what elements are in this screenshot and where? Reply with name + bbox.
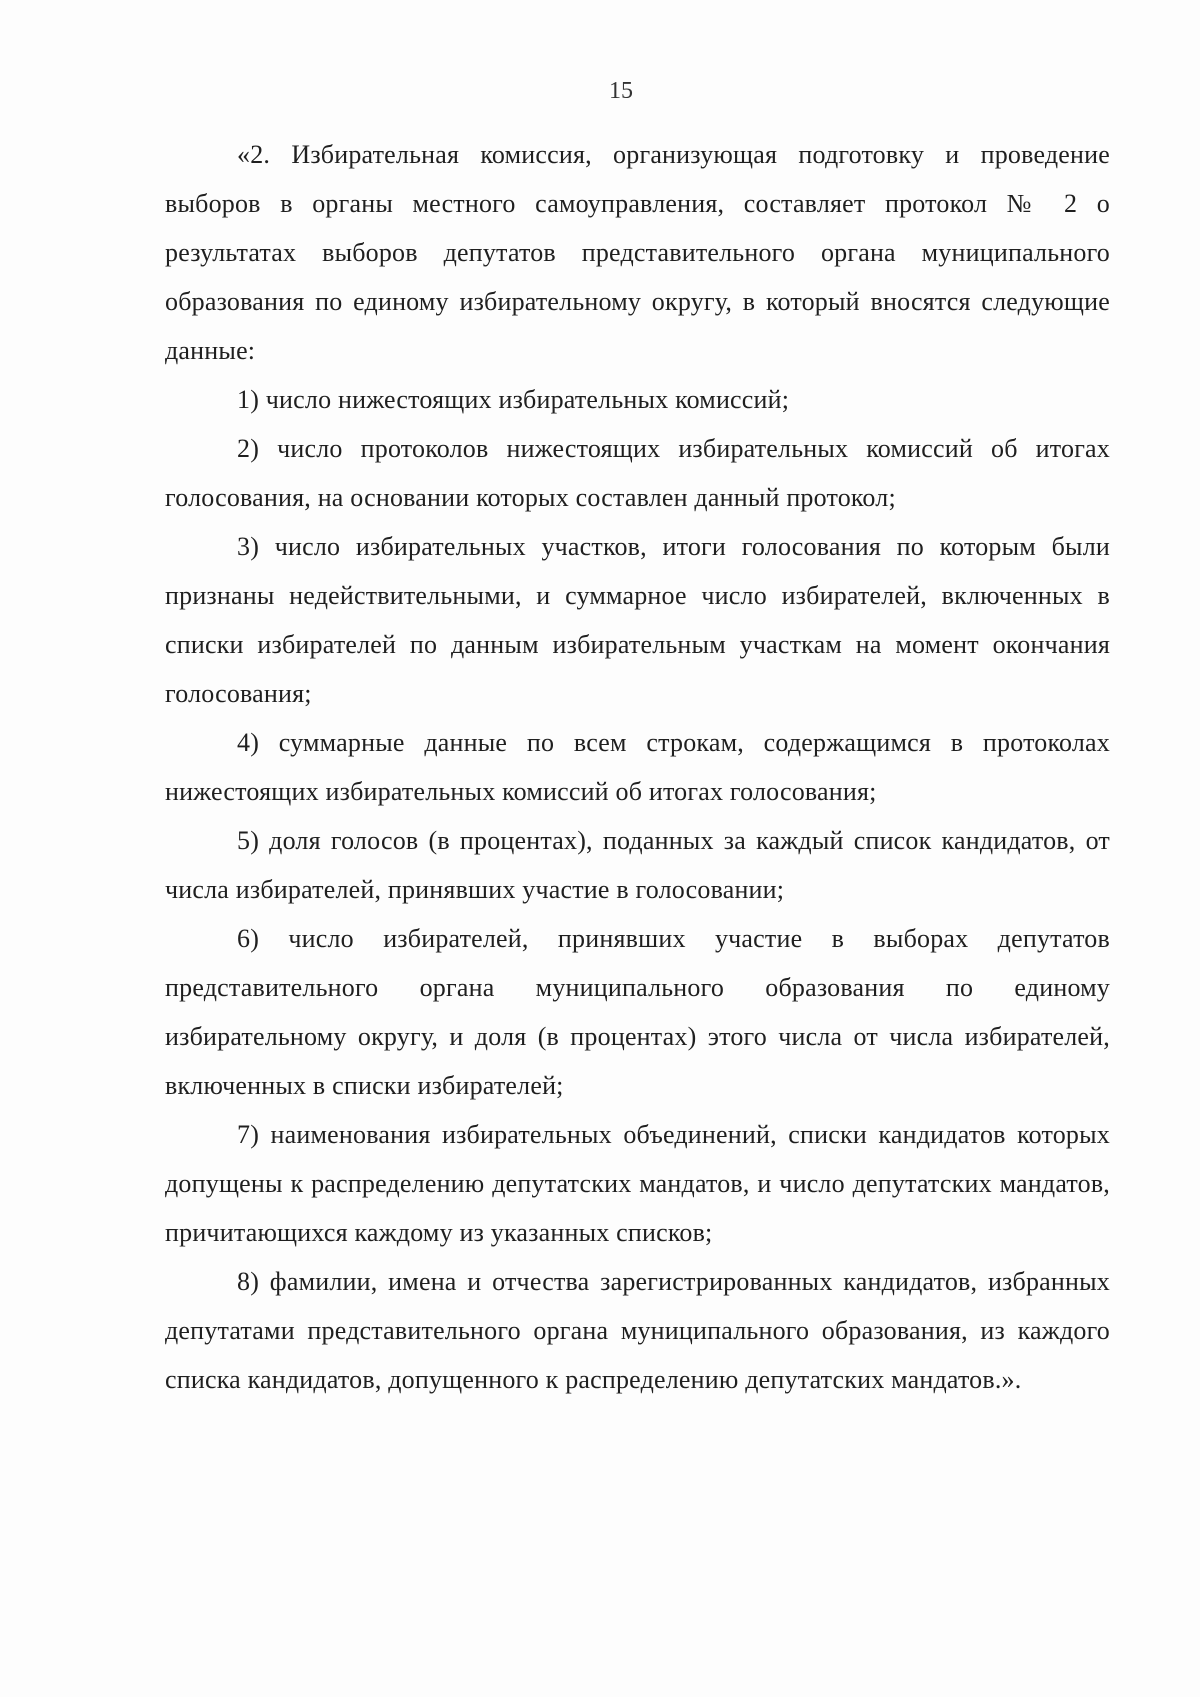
page-number: 15 <box>609 78 633 104</box>
document-body <box>165 130 1110 1404</box>
list-item-2: 2) число протоколов нижестоящих избирательных комиссий об итогах голосования, на основании которых составлен данный протокол; <box>165 434 1110 512</box>
list-item-3: 3) число избирательных участков, итоги голосования по которым были признаны недействительными, и суммарное число избирателей, включенных в списки избирателей по данным избирательным участкам на момент окончания голосования; <box>165 532 1110 708</box>
list-item-5: 5) доля голосов (в процентах), поданных за каждый список кандидатов, от числа избирателей, принявших участие в голосовании; <box>165 826 1110 904</box>
paragraph-intro: «2. Избирательная комиссия, организующая подготовку и проведение выборов в органы местного самоуправления, составляет протокол № 2 о результатах выборов депутатов представительного органа муниципального образования по единому избирательному округу, в который вносятся следующие данные: <box>165 140 1110 365</box>
list-item-8: 8) фамилии, имена и отчества зарегистрированных кандидатов, избранных депутатами представительного органа муниципального образования, из каждого списка кандидатов, допущенного к распределению депутатских мандатов.». <box>165 1267 1110 1394</box>
list-item-7: 7) наименования избирательных объединений, списки кандидатов которых допущены к распределению депутатских мандатов, и число депутатских мандатов, причитающихся каждому из указанных списков; <box>165 1120 1110 1247</box>
list-item-4: 4) суммарные данные по всем строкам, содержащимся в протоколах нижестоящих избирательных комиссий об итогах голосования; <box>165 728 1110 806</box>
list-item-6: 6) число избирателей, принявших участие в выборах депутатов представительного органа муниципального образования по единому избирательному округу, и доля (в процентах) этого числа от числа избирателей, включенных в списки избирателей; <box>165 924 1110 1100</box>
list-item-1: 1) число нижестоящих избирательных комиссий; <box>237 385 790 414</box>
